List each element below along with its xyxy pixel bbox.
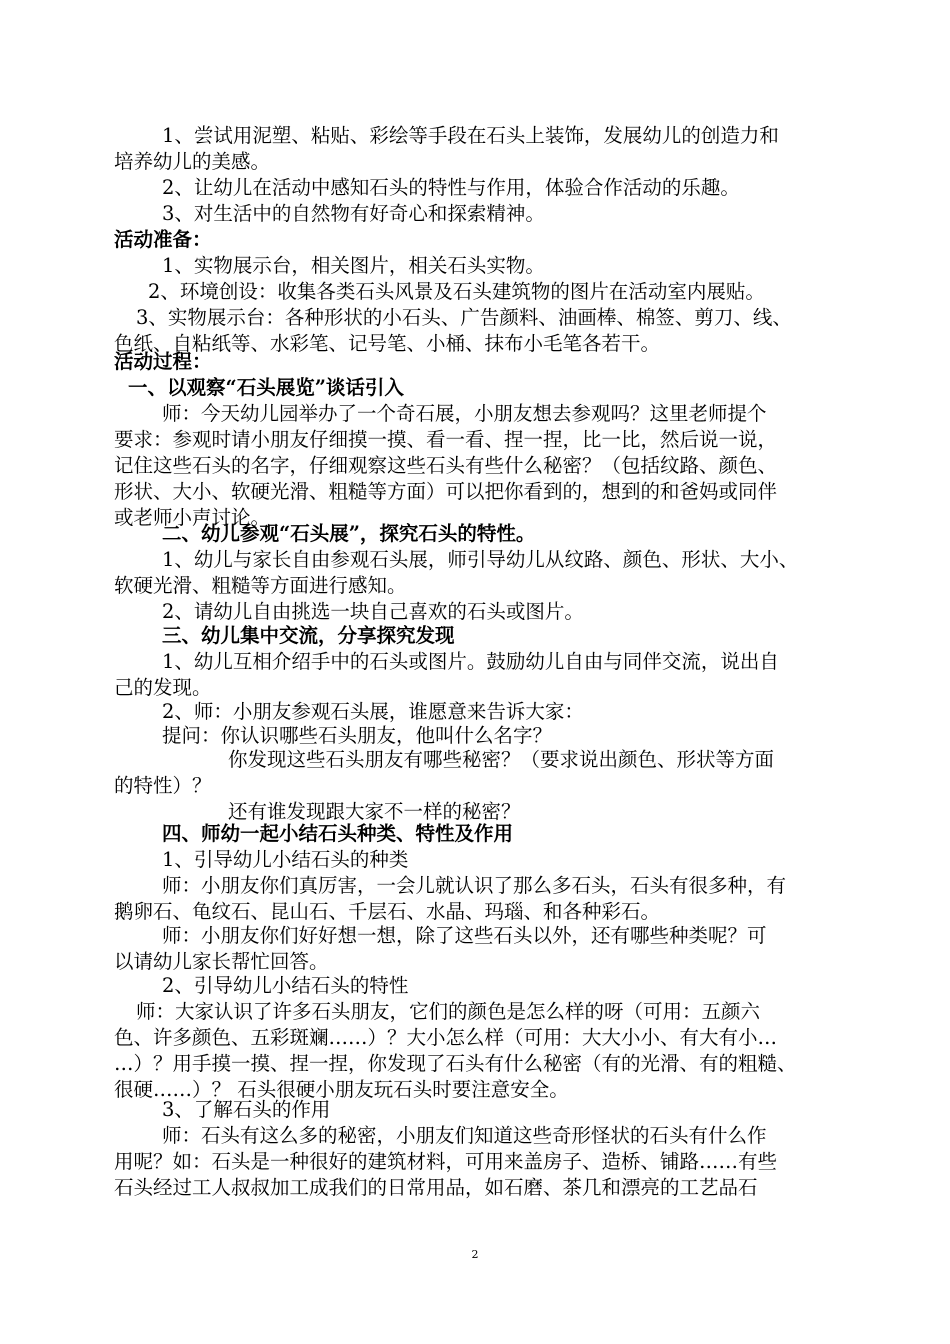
process-heading: 活动过程：: [114, 350, 212, 373]
section-3-title: 三、幼儿集中交流，分享探究发现: [162, 624, 455, 647]
section-4-line: 以请幼儿家长帮忙回答。: [114, 950, 329, 973]
section-4-line: 师：小朋友你们好好想一想，除了这些石头以外，还有哪些种类呢？可: [162, 924, 767, 947]
objective-1-line-1: 1、尝试用泥塑、粘贴、彩绘等手段在石头上装饰，发展幼儿的创造力和: [162, 124, 779, 147]
section-4-subheading: 1、引导幼儿小结石头的种类: [162, 848, 409, 871]
section-3-question: 提问：你认识哪些石头朋友，他叫什么名字？: [162, 724, 553, 747]
section-4-line: 师：大家认识了许多石头朋友，它们的颜色是怎么样的呀（可用：五颜六: [136, 1000, 761, 1023]
section-3-question: 还有谁发现跟大家不一样的秘密？: [228, 800, 521, 823]
section-2-title: 二、幼儿参观“石头展”，探究石头的特性。: [162, 522, 536, 545]
preparation-item-3-line-1: 3、实物展示台：各种形状的小石头、广告颜料、油画棒、棉签、剪刀、线、: [136, 306, 792, 329]
section-3-line: 1、幼儿互相介绍手中的石头或图片。鼓励幼儿自由与同伴交流，说出自: [162, 650, 779, 673]
section-4-line: 用呢？如：石头是一种很好的建筑材料，可用来盖房子、造桥、铺路……有些: [114, 1150, 778, 1173]
section-3-question: 你发现这些石头朋友有哪些秘密？（要求说出颜色、形状等方面: [228, 748, 775, 771]
section-3-line: 2、师：小朋友参观石头展，谁愿意来告诉大家：: [162, 700, 584, 723]
section-3-line: 己的发现。: [114, 676, 212, 699]
section-2-line: 1、幼儿与家长自由参观石头展，师引导幼儿从纹路、颜色、形状、大小、: [162, 548, 799, 571]
section-2-line: 软硬光滑、粗糙等方面进行感知。: [114, 574, 407, 597]
preparation-item-1: 1、实物展示台，相关图片，相关石头实物。: [162, 254, 545, 277]
section-4-line: 师：石头有这么多的秘密，小朋友们知道这些奇形怪状的石头有什么作: [162, 1124, 767, 1147]
preparation-item-3-line-2: 色纸、自粘纸等、水彩笔、记号笔、小桶、抹布小毛笔各若干。: [114, 332, 661, 355]
preparation-heading: 活动准备：: [114, 228, 212, 251]
objective-2: 2、让幼儿在活动中感知石头的特性与作用，体验合作活动的乐趣。: [162, 176, 740, 199]
section-1-line: 师：今天幼儿园举办了一个奇石展，小朋友想去参观吗？这里老师提个: [162, 402, 767, 425]
objective-3: 3、对生活中的自然物有好奇心和探索精神。: [162, 202, 545, 225]
section-1-title: 一、以观察“石头展览”谈话引入: [128, 376, 404, 399]
page-number: 2: [471, 1248, 479, 1261]
section-4-subheading: 2、引导幼儿小结石头的特性: [162, 974, 409, 997]
section-4-line: 很硬……）？ 石头很硬小朋友玩石头时要注意安全。: [114, 1078, 569, 1101]
preparation-item-2: 2、环境创设：收集各类石头风景及石头建筑物的图片在活动室内展贴。: [148, 280, 765, 303]
section-4-line: 石头经过工人叔叔加工成我们的日常用品，如石磨、茶几和漂亮的工艺品石: [114, 1176, 758, 1199]
section-1-line: 要求：参观时请小朋友仔细摸一摸、看一看、捏一捏，比一比，然后说一说，: [114, 428, 778, 451]
section-2-line: 2、请幼儿自由挑选一块自己喜欢的石头或图片。: [162, 600, 584, 623]
section-1-line: 形状、大小、软硬光滑、粗糙等方面）可以把你看到的，想到的和爸妈或同伴: [114, 480, 778, 503]
section-4-subheading: 3、了解石头的作用: [162, 1098, 331, 1121]
section-4-line: 师：小朋友你们真厉害，一会儿就认识了那么多石头，石头有很多种，有: [162, 874, 787, 897]
section-1-line: 或老师小声讨论。: [114, 506, 271, 529]
objective-1-line-2: 培养幼儿的美感。: [114, 150, 271, 173]
section-3-line: 的特性）？: [114, 774, 212, 797]
section-4-line: 鹅卵石、龟纹石、昆山石、千层石、水晶、玛瑙、和各种彩石。: [114, 900, 661, 923]
section-4-line: …）？用手摸一摸、捏一捏，你发现了石头有什么秘密（有的光滑、有的粗糙、: [114, 1052, 797, 1075]
section-4-line: 色、许多颜色、五彩斑斓……）？大小怎么样（可用：大大小小、有大有小…: [114, 1026, 778, 1049]
section-4-title: 四、师幼一起小结石头种类、特性及作用: [162, 822, 514, 845]
section-1-line: 记住这些石头的名字，仔细观察这些石头有些什么秘密？（包括纹路、颜色、: [114, 454, 778, 477]
